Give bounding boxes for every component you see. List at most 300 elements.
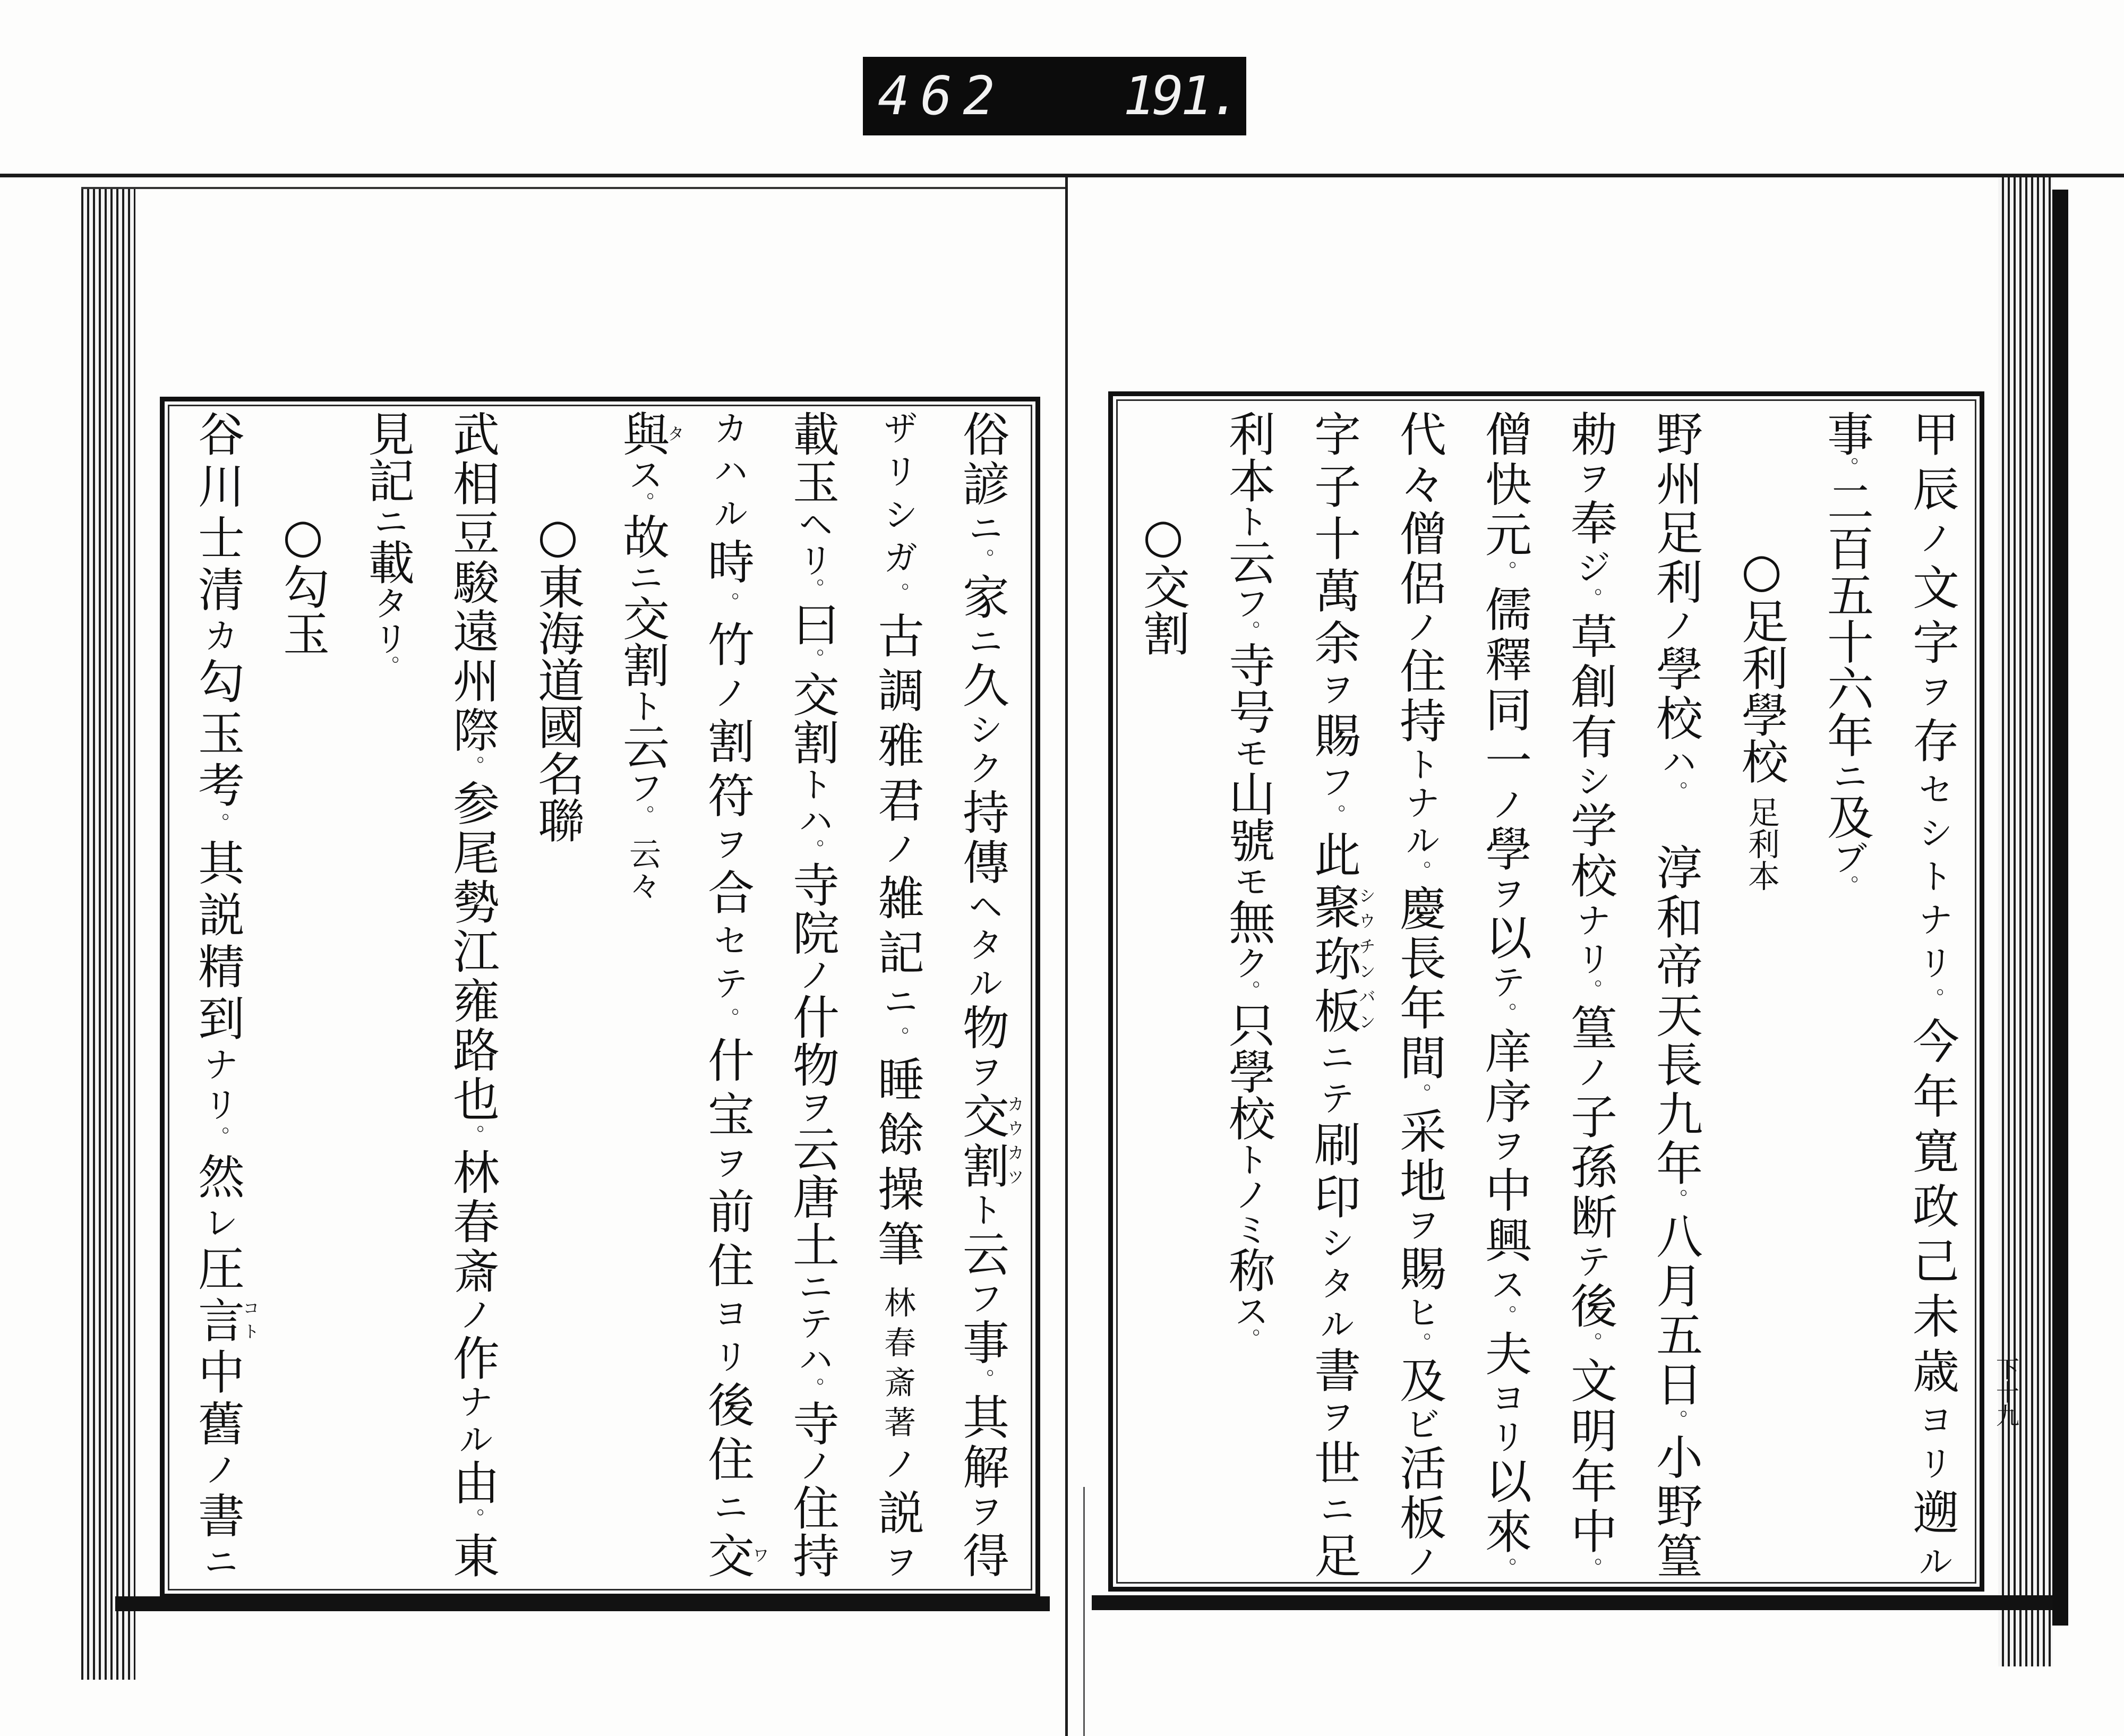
glyph: 學 [1221,1048,1276,1095]
glyph: 々 [1392,459,1447,510]
glyph: 竹 [700,620,755,675]
glyph: ヲ [707,825,748,868]
glyph: ハ [792,1341,833,1378]
glyph: ニ [198,1543,238,1578]
left-page-top-edge [81,187,1066,189]
section-heading-kokatsu [1136,508,1191,656]
glyph: 住 [700,1434,755,1490]
glyph: 勅 [1563,410,1618,460]
glyph: ヲ [1485,1127,1526,1166]
ruby-base [1307,883,1361,1039]
glyph: ヨ [707,1295,748,1338]
glyph: ノ [1399,1543,1440,1578]
glyph: ス [1485,1266,1526,1305]
glyph: 以 [1478,1457,1532,1508]
glyph: 寺 [785,1399,840,1448]
column-text [1563,410,1618,1578]
column-text [870,1446,925,1578]
glyph: 。 [1493,1305,1517,1330]
glyph: ニ [367,503,408,538]
glyph: 割 [1136,610,1191,656]
column-text [955,1192,1010,1578]
glyph: ジ [1570,549,1611,588]
glyph: 板 [1392,1493,1447,1544]
glyph: 家 [955,572,1010,623]
glyph: 断 [1563,1193,1618,1243]
text-column [1804,410,1890,1578]
glyph: 本 [1221,457,1276,503]
glyph: ノ [1656,607,1697,645]
glyph: 無 [1221,898,1276,945]
left-page-edges [81,189,135,1680]
glyph: 。 [1407,860,1432,885]
glyph: 春 [446,1198,500,1247]
glyph: フ [622,769,663,805]
column-text [446,410,500,1578]
glyph: ル [1912,1543,1953,1578]
glyph: シ [962,711,1003,750]
glyph: 板 [1307,987,1361,1040]
glyph: 餘 [870,1110,925,1165]
glyph: 曰 [785,600,840,648]
glyph: 然 [191,1152,245,1204]
glyph: 號 [1221,816,1276,863]
glyph: 年 [1905,1072,1960,1127]
glyph: 道 [530,656,585,703]
glyph: 勾 [276,563,330,610]
glyph: 士 [191,514,245,566]
glyph: テ [792,1305,833,1341]
glyph: 利 [1649,558,1703,608]
glyph: 。 [1236,980,1261,1002]
glyph: 其 [191,839,245,891]
glyph: ミ [1228,1211,1269,1247]
glyph: ノ [877,1445,918,1489]
glyph: 得 [955,1532,1010,1578]
section-heading-tokaido [530,508,585,843]
glyph: フ [1228,585,1269,620]
glyph: 玉 [276,610,330,656]
glyph: 庠 [1478,1027,1532,1077]
glyph: 物 [955,1003,1010,1054]
glyph: タ [962,926,1003,965]
glyph: 歳 [1905,1347,1960,1402]
glyph: 序 [1478,1077,1532,1127]
glyph: 己 [1905,1237,1960,1292]
glyph: 筆 [870,1219,925,1275]
glyph: 際 [446,706,500,756]
glyph: 名 [530,750,585,797]
column-text [1478,410,1532,1578]
column-text [615,457,670,826]
glyph: 書 [191,1491,245,1544]
glyph: 。 [630,492,655,513]
glyph: 。 [375,655,400,677]
glyph: ニ [1314,1491,1355,1532]
glyph: 年 [1392,984,1447,1033]
column-text [1221,410,1276,1349]
glyph: 校 [1649,694,1703,743]
glyph: 合 [700,868,755,922]
glyph: 。 [1493,1002,1517,1027]
glyph: 今 [1905,1017,1960,1072]
glyph: ニ [792,1269,833,1305]
glyph: 校 [1563,851,1618,902]
glyph: 睡 [870,1055,925,1110]
glyph: フ [1314,763,1355,805]
column-text [191,410,245,1296]
glyph: 篁 [1563,1003,1618,1054]
glyph: フ [962,1280,1003,1319]
glyph: テ [1485,963,1526,1003]
glyph: 學 [1478,825,1532,875]
ruby-base [700,1532,755,1578]
glyph: 交 [785,670,840,719]
ruby-reading: コト [240,1296,260,1343]
glyph: 。 [885,582,910,612]
glyph: 。 [800,1377,825,1400]
glyph: ノ [792,1447,833,1484]
glyph: 。 [970,1369,995,1393]
glyph: 後 [1563,1281,1618,1332]
glyph: ニ [707,1489,748,1532]
glyph: 。 [630,805,655,826]
glyph: タ [367,585,408,620]
ruby-annotated-word [1307,883,1376,1040]
ruby-annotated-word [191,1296,260,1348]
glyph: 足 [1734,597,1789,644]
glyph: 東 [446,1532,500,1578]
glyph: 唐 [785,1173,840,1221]
glyph: 長 [1649,1040,1703,1090]
text-column [175,410,260,1578]
glyph: ル [962,965,1003,1004]
glyph: 遡 [1905,1488,1960,1544]
text-column [1377,410,1462,1578]
glyph: 校 [1734,738,1789,784]
book-gutter-shadow [1083,1487,1085,1736]
glyph: 川 [191,461,245,514]
glyph: レ [198,1204,238,1244]
glyph: 六 [1820,664,1874,712]
glyph: ル [707,495,748,538]
glyph: ヲ [962,1493,1003,1532]
glyph: 月 [1649,1261,1703,1311]
section-heading-column [1120,410,1206,1578]
glyph: 解 [955,1443,1010,1493]
glyph: 野 [1649,1482,1703,1532]
glyph: ヲ [1912,673,1953,716]
glyph: テ [1570,1243,1611,1282]
glyph: ヨ [1912,1401,1953,1446]
glyph: 諺 [955,460,1010,510]
author-note: 林春斎著 [879,1286,916,1446]
glyph: 年 [1563,1457,1618,1508]
text-column [940,410,1025,1578]
glyph: 創 [1563,662,1618,713]
glyph: 説 [191,891,245,943]
glyph: 寺 [785,861,840,909]
glyph: 云 [785,1125,840,1173]
glyph: 未 [1905,1292,1960,1347]
glyph: ク [962,749,1003,788]
text-column [345,410,430,1578]
glyph: 林 [446,1148,500,1198]
section-heading-column [260,410,345,1578]
glyph: リ [198,1086,238,1126]
glyph: 州 [1649,459,1703,509]
glyph: 号 [1221,688,1276,735]
glyph: ヒ [1399,1294,1440,1332]
glyph: ト [1399,746,1440,784]
glyph: 和 [1649,893,1703,942]
glyph: 一 [1478,736,1532,786]
left-page-bottom-edge [115,1596,1050,1611]
glyph: 傳 [955,838,1010,888]
glyph [1649,794,1703,843]
glyph: 云 [1221,538,1276,585]
glyph: ノ [1912,520,1953,563]
glyph: 及 [1820,793,1874,840]
glyph: モ [1228,863,1269,899]
glyph: 。 [1407,1083,1432,1107]
glyph: 勾 [191,657,245,709]
text-column [770,410,855,1578]
section-heading-ashikaga-gakko [1734,543,1789,784]
glyph: 。 [1664,1188,1688,1212]
glyph: リ [877,453,918,497]
glyph: 割 [785,718,840,767]
glyph: ヲ [1570,460,1611,499]
source-note: 足利本 [1743,796,1780,892]
glyph: 及 [1392,1356,1447,1406]
glyph: 以 [1478,913,1532,964]
text-column [855,410,940,1578]
glyph: 海 [530,610,585,656]
glyph: 來 [1478,1507,1532,1558]
column-text [1905,410,1960,1578]
glyph: 州 [446,656,500,706]
glyph: 草 [1563,612,1618,663]
glyph: 由 [446,1458,500,1508]
glyph: 記 [870,928,925,984]
glyph: 故 [615,512,670,560]
section-heading-magatama [276,508,330,656]
glyph: 有 [1563,712,1618,763]
glyph: 。 [1493,560,1517,586]
glyph: 到 [191,994,245,1046]
text-column [1462,410,1548,1578]
glyph: 文 [1905,563,1960,618]
glyph: 聚 [1307,883,1361,935]
glyph: セ [707,922,748,965]
glyph: ○ [1734,543,1789,597]
glyph: 儒 [1478,585,1532,636]
section-heading-column [515,410,600,1578]
glyph: 豆 [446,508,500,558]
glyph: 此 [1307,831,1361,883]
column-text [785,410,840,1578]
glyph: ヘ [792,506,833,542]
glyph: 。 [715,592,740,621]
glyph: 云 [955,1230,1010,1280]
glyph: 住 [1392,646,1447,697]
glyph: リ [1912,944,1953,988]
glyph: 時 [700,537,755,592]
glyph: テ [707,965,748,1008]
glyph: 俗 [955,410,1010,460]
text-column [1633,410,1719,1578]
glyph: ニ [622,559,663,595]
glyph: 。 [1236,1328,1261,1349]
glyph: 僧 [1478,410,1532,460]
glyph: 住 [785,1483,840,1532]
glyph: 慶 [1392,884,1447,934]
glyph: 符 [700,771,755,826]
glyph: 江 [446,927,500,977]
glyph: 久 [955,661,1010,712]
text-column [1548,410,1633,1578]
glyph: 萬 [1307,566,1361,619]
frame-number: 191. [1123,65,1238,127]
glyph: 明 [1563,1406,1618,1457]
glyph: ニ [962,622,1003,662]
glyph: ク [1228,945,1269,980]
glyph: 見 [361,410,415,457]
glyph: 百 [1820,524,1874,571]
glyph: 。 [460,755,485,780]
glyph: 云 [615,723,670,770]
glyph: ヲ [792,1089,833,1125]
ruby-reading: カウカツ [1005,1091,1024,1189]
glyph: 利 [1734,644,1789,691]
glyph: 精 [191,942,245,995]
right-cover-edge [2052,190,2068,1626]
glyph: 五 [1820,571,1874,618]
glyph: 足 [1307,1532,1361,1578]
glyph: 奉 [1563,499,1618,549]
glyph: ノ [792,956,833,993]
glyph: ヲ [707,1144,748,1187]
glyph: ノ [1399,609,1440,647]
glyph: 。 [1835,875,1859,896]
glyph: 。 [1322,804,1346,831]
glyph: 東 [530,563,585,610]
volume-number: 462 [878,65,1006,127]
glyph: 考 [191,760,245,813]
glyph: 余 [1307,619,1361,671]
glyph: ニ [877,983,918,1027]
glyph: 学 [1563,801,1618,852]
glyph: ス [1228,1293,1269,1329]
glyph: 調 [870,666,925,721]
ruby-reading: タ [665,410,684,457]
ruby-reading: シウチンバン [1356,883,1376,1034]
glyph: 路 [446,1025,500,1075]
glyph: ○ [530,508,585,563]
glyph: シ [1912,815,1953,858]
glyph: 世 [1307,1439,1361,1492]
glyph: 。 [1236,620,1261,642]
column-text [1649,410,1703,1578]
glyph: 足 [1649,508,1703,558]
column-text [870,410,925,1275]
glyph: 辰 [1905,465,1960,520]
glyph: 子 [1307,462,1361,515]
glyph: リ [792,542,833,578]
glyph: 交 [615,594,670,642]
glyph: ノ [877,830,918,874]
glyph: 交 [1136,563,1191,610]
glyph: 帝 [1649,942,1703,991]
right-page-text [1120,410,1975,1578]
glyph: 載 [361,538,415,585]
glyph: 政 [1905,1182,1960,1237]
text-column [600,410,685,1578]
glyph: 甲 [1905,410,1960,465]
glyph: ナ [1912,901,1953,945]
glyph: 駿 [446,558,500,608]
glyph: ヲ [877,1543,918,1578]
glyph: 清 [191,565,245,618]
glyph: 年 [1649,1139,1703,1189]
glyph: 。 [1578,1557,1603,1578]
glyph: 同 [1478,686,1532,736]
glyph: 交 [955,1091,1010,1142]
glyph: ス [622,457,663,492]
glyph: ト [1228,1141,1269,1177]
glyph: 宝 [700,1090,755,1145]
glyph: 。 [715,1007,740,1036]
glyph: 斎 [446,1247,500,1296]
column-text [191,1348,245,1578]
glyph: 字 [1905,618,1960,673]
glyph: 什 [700,1036,755,1091]
glyph: 後 [700,1380,755,1435]
column-text [700,410,755,1532]
glyph: セ [1912,771,1953,815]
glyph: 割 [615,641,670,688]
glyph: 學 [1734,691,1789,738]
glyph: 武 [446,410,500,459]
glyph: 寺 [1221,641,1276,688]
text-column [1890,410,1975,1578]
glyph: ガ [877,539,918,583]
glyph: ナ [198,1046,238,1087]
glyph: 雍 [446,976,500,1026]
glyph: カ [198,617,238,657]
glyph: ノ [1570,1054,1611,1092]
glyph: ○ [276,508,330,563]
glyph: リ [367,620,408,655]
glyph: 與 [615,410,670,457]
glyph: ニ [962,510,1003,549]
glyph: 。 [1664,781,1688,794]
glyph: タ [1314,1265,1355,1306]
page-number: 下十九 [1992,1357,2019,1427]
section-heading-column [1719,410,1804,1578]
ruby-base [955,1092,1010,1192]
glyph: 賜 [1307,711,1361,764]
glyph: 割 [700,717,755,772]
glyph: リ [1570,940,1611,979]
glyph: 寛 [1905,1127,1960,1182]
glyph: 聯 [530,797,585,843]
glyph: ザ [877,410,918,454]
glyph: 夫 [1478,1329,1532,1380]
glyph: ナ [452,1383,493,1421]
glyph: ノ [707,674,748,717]
